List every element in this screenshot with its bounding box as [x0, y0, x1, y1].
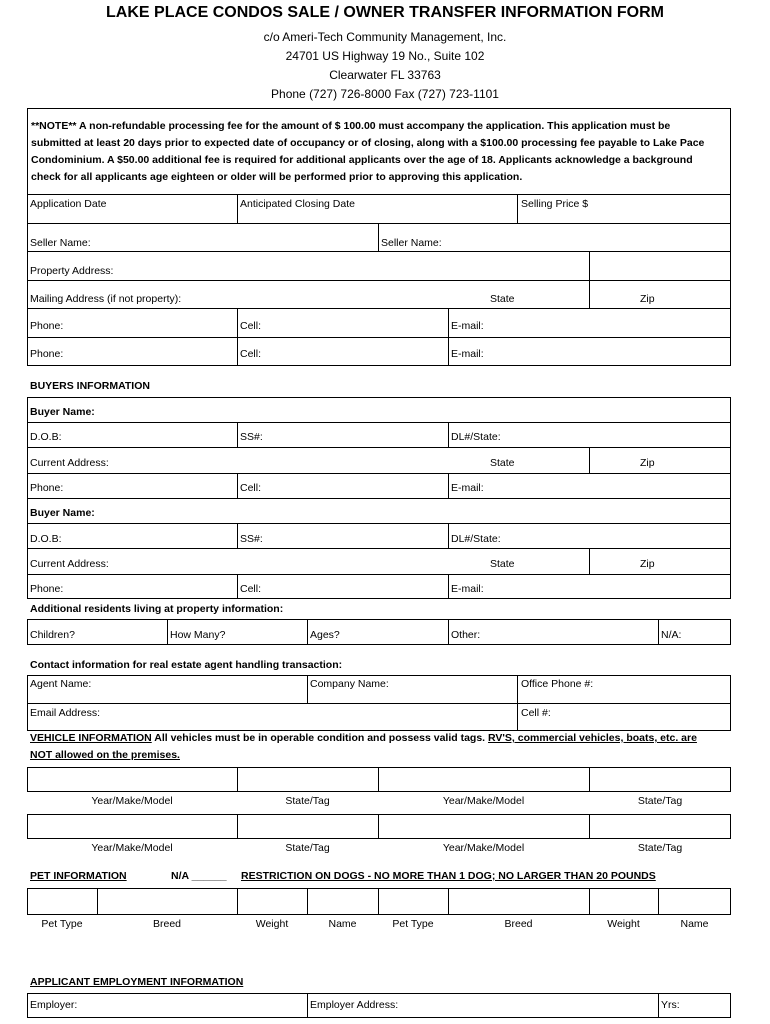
- years-field[interactable]: Yrs:: [661, 999, 680, 1011]
- state-tag-caption: State/Tag: [285, 795, 330, 807]
- year-make-model-caption: Year/Make/Model: [91, 842, 173, 854]
- weight-caption: Weight: [255, 918, 289, 930]
- company-city: Clearwater FL 33763: [329, 68, 441, 82]
- buyer-email-field-1[interactable]: E-mail:: [451, 482, 484, 494]
- seller-name-field-2[interactable]: Seller Name:: [381, 237, 442, 249]
- vehicle-restriction-text-2: NOT allowed on the premises.: [30, 749, 180, 761]
- vehicle-3-state-tag-input[interactable]: [238, 815, 378, 838]
- buyer-dl-field-2[interactable]: DL#/State:: [451, 533, 501, 545]
- breed-caption: Breed: [152, 918, 182, 930]
- vehicle-2-state-tag-input[interactable]: [590, 768, 730, 791]
- seller-cell-field-2[interactable]: Cell:: [240, 348, 262, 360]
- pet-row: [27, 888, 731, 915]
- buyer-address-field-2[interactable]: Current Address:: [30, 558, 109, 570]
- name-caption: Name: [328, 918, 357, 930]
- buyer-phone-field-1[interactable]: Phone:: [30, 482, 64, 494]
- state-tag-caption: State/Tag: [637, 795, 683, 807]
- buyer-email-field-2[interactable]: E-mail:: [451, 583, 484, 595]
- residents-row: [27, 619, 731, 645]
- company-name: c/o Ameri-Tech Community Management, Inc.: [263, 30, 507, 44]
- buyer-name-field-1[interactable]: Buyer Name:: [30, 406, 95, 418]
- state-tag-caption: State/Tag: [637, 842, 683, 854]
- buyer-dob-field-2[interactable]: D.O.B:: [30, 533, 62, 545]
- buyer-ss-field-1[interactable]: SS#:: [240, 431, 263, 443]
- buyer-dl-field-1[interactable]: DL#/State:: [451, 431, 501, 443]
- vehicle-4-year-make-model-input[interactable]: [379, 815, 589, 838]
- buyer-state-field-1[interactable]: State: [490, 457, 515, 469]
- na-field[interactable]: N/A:: [661, 629, 682, 641]
- year-make-model-caption: Year/Make/Model: [442, 795, 525, 807]
- pet-type-caption: Pet Type: [392, 918, 434, 930]
- agent-section-title: Contact information for real estate agent handling transaction:: [30, 659, 343, 671]
- children-field[interactable]: Children?: [30, 629, 75, 641]
- agent-email-field[interactable]: Email Address:: [30, 707, 101, 719]
- vehicle-2-year-make-model-input[interactable]: [379, 768, 589, 791]
- seller-cell-field-1[interactable]: Cell:: [240, 320, 262, 332]
- seller-name-field-1[interactable]: Seller Name:: [30, 237, 91, 249]
- form-title: LAKE PLACE CONDOS SALE / OWNER TRANSFER INFORMATION FORM: [106, 4, 664, 21]
- pet-section-title: PET INFORMATION: [30, 870, 127, 882]
- company-phone-fax: Phone (727) 726-8000 Fax (727) 723-1101: [271, 87, 499, 101]
- buyer-cell-field-1[interactable]: Cell:: [240, 482, 262, 494]
- agent-cell-field[interactable]: Cell #:: [521, 707, 551, 719]
- buyer-zip-field-2[interactable]: Zip: [640, 558, 655, 570]
- buyer-state-field-2[interactable]: State: [490, 558, 515, 570]
- other-field[interactable]: Other:: [451, 629, 481, 641]
- state-tag-caption: State/Tag: [285, 842, 330, 854]
- mailing-zip-field[interactable]: Zip: [640, 293, 655, 305]
- residents-section-title: Additional residents living at property information:: [30, 603, 284, 615]
- vehicle-info-paragraph: [30, 732, 697, 744]
- employment-section-title: APPLICANT EMPLOYMENT INFORMATION: [30, 976, 244, 988]
- year-make-model-caption: Year/Make/Model: [442, 842, 525, 854]
- selling-price-field[interactable]: Selling Price $: [521, 198, 589, 210]
- vehicle-3-year-make-model-input[interactable]: [28, 815, 237, 838]
- weight-caption: Weight: [607, 918, 640, 930]
- application-date-field[interactable]: Application Date: [30, 198, 107, 210]
- vehicle-4-state-tag-input[interactable]: [590, 815, 730, 838]
- vehicle-1-year-make-model-input[interactable]: [28, 768, 237, 791]
- year-make-model-caption: Year/Make/Model: [91, 795, 173, 807]
- vehicle-requirement-text: All vehicles must be in operable condition and possess valid tags.: [151, 732, 489, 744]
- employer-field[interactable]: Employer:: [30, 999, 78, 1011]
- seller-email-field-2[interactable]: E-mail:: [451, 348, 484, 360]
- buyer-dob-field-1[interactable]: D.O.B:: [30, 431, 62, 443]
- dog-restriction-text: RESTRICTION ON DOGS - NO MORE THAN 1 DOG; NO LARGER THAN 20 POUNDS: [241, 870, 656, 882]
- name-caption: Name: [680, 918, 709, 930]
- property-address-field[interactable]: Property Address:: [30, 265, 114, 277]
- breed-caption: Breed: [504, 918, 533, 930]
- vehicle-restriction-text: RV'S, commercial vehicles, boats, etc. are: [488, 732, 697, 744]
- mailing-address-field[interactable]: Mailing Address (if not property):: [30, 293, 182, 305]
- buyer-phone-field-2[interactable]: Phone:: [30, 583, 64, 595]
- pet-na-field[interactable]: N/A ______: [171, 870, 227, 882]
- office-phone-field[interactable]: Office Phone #:: [521, 678, 594, 690]
- buyers-section-title: BUYERS INFORMATION: [30, 380, 150, 392]
- seller-email-field-1[interactable]: E-mail:: [451, 320, 484, 332]
- vehicle-1-state-tag-input[interactable]: [238, 768, 378, 791]
- closing-date-field[interactable]: Anticipated Closing Date: [240, 198, 355, 210]
- ages-field[interactable]: Ages?: [310, 629, 340, 641]
- buyer-address-field-1[interactable]: Current Address:: [30, 457, 109, 469]
- buyer-ss-field-2[interactable]: SS#:: [240, 533, 263, 545]
- company-name-field[interactable]: Company Name:: [310, 678, 389, 690]
- buyer-cell-field-2[interactable]: Cell:: [240, 583, 262, 595]
- mailing-state-field[interactable]: State: [490, 293, 515, 305]
- buyer-name-field-2[interactable]: Buyer Name:: [30, 507, 95, 519]
- seller-phone-field-2[interactable]: Phone:: [30, 348, 64, 360]
- company-street: 24701 US Highway 19 No., Suite 102: [285, 49, 485, 63]
- pet-type-caption: Pet Type: [41, 918, 83, 930]
- processing-fee-note: **NOTE** A non-refundable processing fee for the amount of $ 100.00 must accompany the application. This application must be submitted at least 20 days prior to expected date of occupancy or of closing, along with a $100.00 processing fee payable to Lake Pace Condominium. A $50.00 additional fee is required for additional applicants over the age of 18. Applicants acknowledge a background check for all applicants age eighteen or older will be performed prior to approving this application.: [31, 120, 705, 183]
- vehicle-section-title: VEHICLE INFORMATION: [30, 732, 152, 744]
- how-many-field[interactable]: How Many?: [170, 629, 226, 641]
- buyer-zip-field-1[interactable]: Zip: [640, 457, 655, 469]
- seller-phone-field-1[interactable]: Phone:: [30, 320, 64, 332]
- agent-name-field[interactable]: Agent Name:: [30, 678, 92, 690]
- employer-address-field[interactable]: Employer Address:: [310, 999, 399, 1011]
